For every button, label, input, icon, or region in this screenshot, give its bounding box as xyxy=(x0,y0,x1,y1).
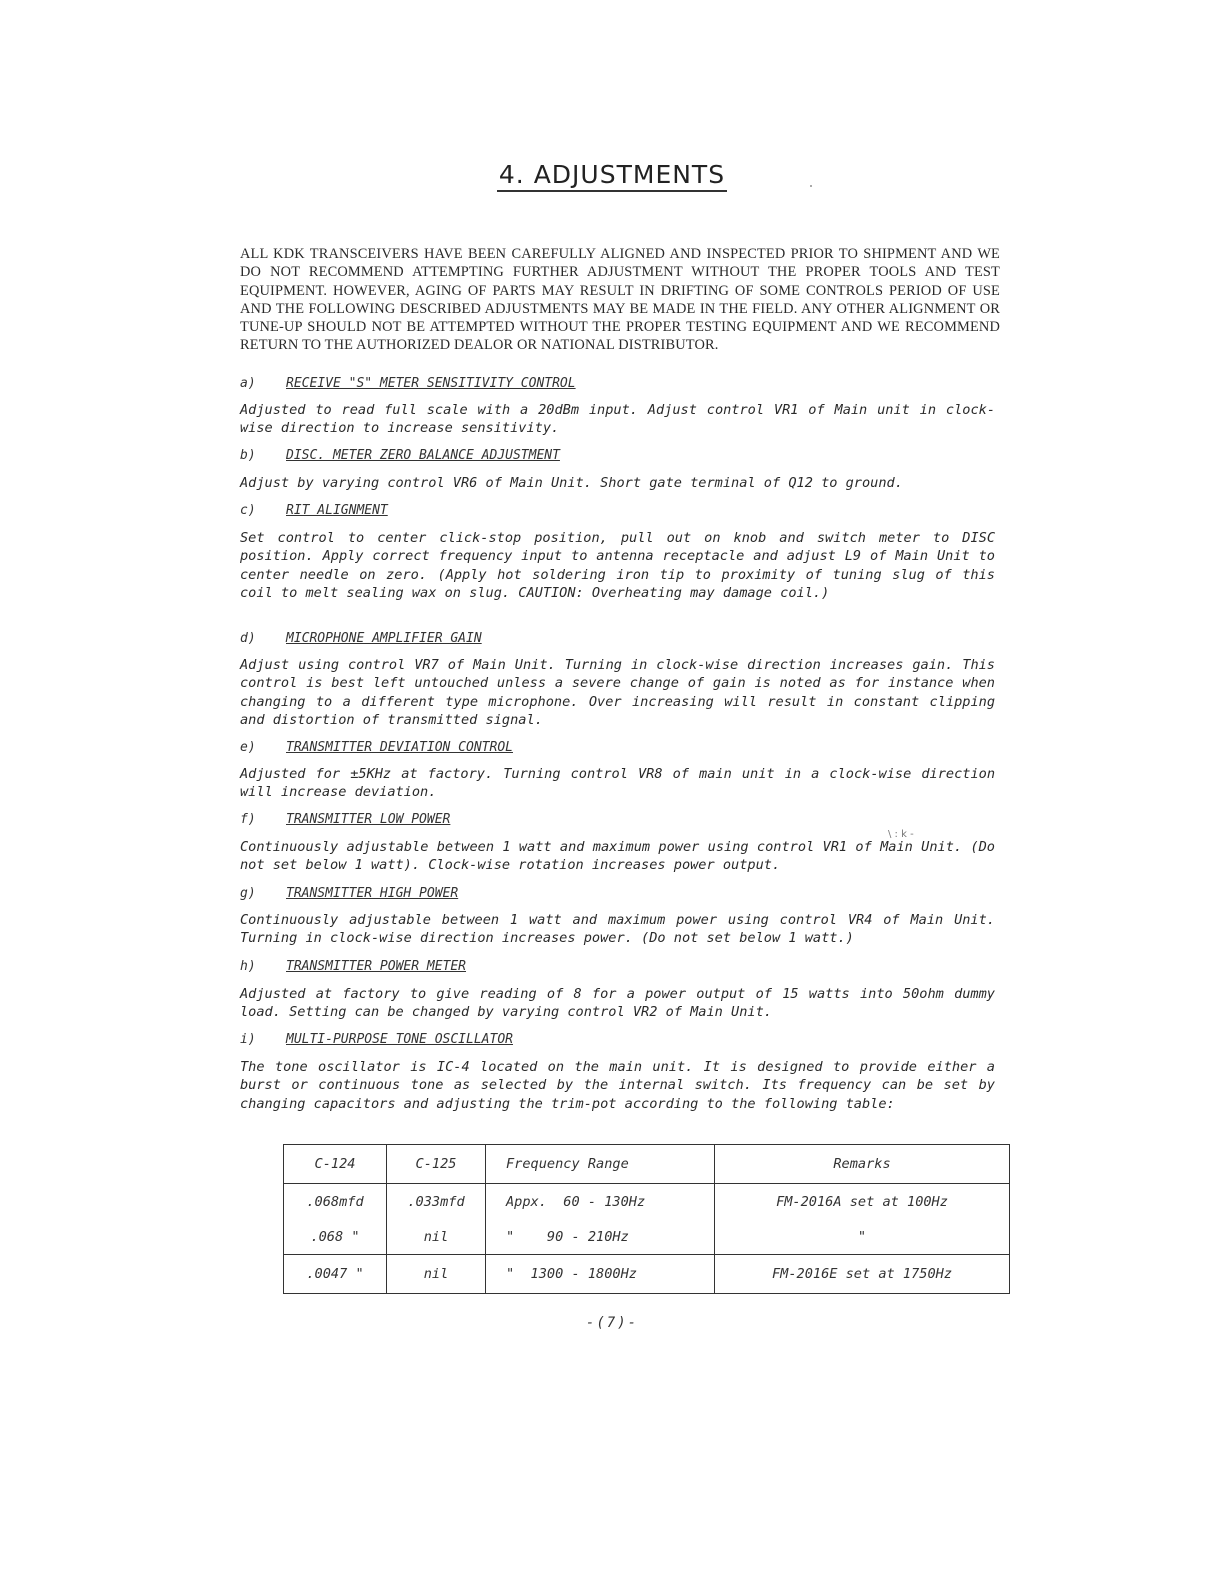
section-a-body: Adjusted to read full scale with a 20dBm input. Adjust control VR1 of Main unit in clock-wise direction to increase sensitivity. xyxy=(240,402,995,437)
section-title: TRANSMITTER HIGH POWER xyxy=(286,886,459,901)
table-row xyxy=(284,1255,1010,1294)
section-e-body: Adjusted for ±5KHz at factory. Turning control VR8 of main unit in a clock-wise direction will increase deviation. xyxy=(240,766,995,801)
table-row xyxy=(284,1184,1010,1221)
section-letter: f) xyxy=(240,812,256,827)
section-f-body: Continuously adjustable between 1 watt and maximum power using control VR1 of Main Unit. (Do not set below 1 watt). Clock-wise rotation increases power output. xyxy=(240,839,995,874)
table-cell: .0047 " xyxy=(284,1255,387,1294)
table-cell: nil xyxy=(387,1220,486,1255)
header-cell: C-124 xyxy=(284,1145,387,1184)
section-g-heading xyxy=(240,886,458,901)
section-i-heading xyxy=(240,1032,513,1047)
section-d-body: Adjust using control VR7 of Main Unit. Turning in clock-wise direction increases gain. This control is best left untouched unless a severe change of gain is noted as for instance when changing to a different type microphone. Over increasing will result in constant clipping and distortion of transmitted signal. xyxy=(240,657,995,728)
section-a-heading xyxy=(240,376,576,391)
table-cell: Appx. 60 - 130Hz xyxy=(486,1184,715,1221)
table-cell: nil xyxy=(387,1255,486,1294)
page-number: -(7)- xyxy=(585,1315,639,1331)
table-header-row xyxy=(284,1145,1010,1184)
table-cell: .068mfd xyxy=(284,1184,387,1221)
section-letter: b) xyxy=(240,448,256,463)
section-title: TRANSMITTER DEVIATION CONTROL xyxy=(286,740,513,755)
page-title: 4. ADJUSTMENTS xyxy=(0,160,1224,189)
section-letter: a) xyxy=(240,376,256,391)
section-e-heading xyxy=(240,740,513,755)
section-h-body: Adjusted at factory to give reading of 8 for a power output of 15 watts into 50ohm dummy load. Setting can be changed by varying control VR2 of Main Unit. xyxy=(240,986,995,1021)
speck xyxy=(810,185,812,187)
handwritten-note: \ : k - xyxy=(888,829,914,840)
section-letter: i) xyxy=(240,1032,256,1047)
section-letter: e) xyxy=(240,740,256,755)
section-b-body: Adjust by varying control VR6 of Main Unit. Short gate terminal of Q12 to ground. xyxy=(240,475,903,491)
section-i-body: The tone oscillator is IC-4 located on the main unit. It is designed to provide either a burst or continuous tone as selected by the internal switch. Its frequency can be set by changing capacitors and adjusting the trim-pot according to the following table: xyxy=(240,1059,995,1112)
header-cell: Remarks xyxy=(715,1145,1010,1184)
section-title: MULTI-PURPOSE TONE OSCILLATOR xyxy=(286,1032,513,1047)
section-letter: g) xyxy=(240,886,256,901)
table-cell: " xyxy=(715,1220,1010,1255)
table-cell: .033mfd xyxy=(387,1184,486,1221)
section-title: RIT ALIGNMENT xyxy=(286,503,388,518)
section-title: DISC. METER ZERO BALANCE ADJUSTMENT xyxy=(286,448,560,463)
section-letter: h) xyxy=(240,959,256,974)
header-cell: C-125 xyxy=(387,1145,486,1184)
section-c-body: Set control to center click-stop position, pull out on knob and switch meter to DISC position. Apply correct frequency input to antenna receptacle and adjust L9 of Main Unit to center needle on zero. (Apply hot soldering iron tip to proximity of tuning slug of this coil to melt sealing wax on slug. CAUTION: Overheating may damage coil.) xyxy=(240,530,995,601)
tone-frequency-table xyxy=(283,1144,1010,1294)
section-b-heading xyxy=(240,448,560,463)
section-title: TRANSMITTER LOW POWER xyxy=(286,812,451,827)
table-cell: " 1300 - 1800Hz xyxy=(486,1255,715,1294)
table-cell: FM-2016A set at 100Hz xyxy=(715,1184,1010,1221)
section-title: RECEIVE "S" METER SENSITIVITY CONTROL xyxy=(286,376,576,391)
table-cell: FM-2016E set at 1750Hz xyxy=(715,1255,1010,1294)
table-cell: " 90 - 210Hz xyxy=(486,1220,715,1255)
section-g-body: Continuously adjustable between 1 watt and maximum power using control VR4 of Main Unit. Turning in clock-wise direction increases power. (Do not set below 1 watt.) xyxy=(240,912,995,947)
section-title: TRANSMITTER POWER METER xyxy=(286,959,467,974)
table-cell: .068 " xyxy=(284,1220,387,1255)
header-cell: Frequency Range xyxy=(486,1145,715,1184)
section-title: MICROPHONE AMPLIFIER GAIN xyxy=(286,631,482,646)
table-row xyxy=(284,1220,1010,1255)
section-letter: c) xyxy=(240,503,256,518)
section-d-heading xyxy=(240,631,482,646)
section-h-heading xyxy=(240,959,466,974)
section-letter: d) xyxy=(240,631,256,646)
intro-paragraph: ALL KDK TRANSCEIVERS HAVE BEEN CAREFULLY ALIGNED AND INSPECTED PRIOR TO SHIPMENT AND WE DO NOT RECOMMEND ATTEMPTING FURTHER ADJUSTMENT WITHOUT THE PROPER TOOLS AND TEST EQUIPMENT. HOWEVER, AGING OF PARTS MAY RESULT IN DRIFTING OF SOME CONTROLS PERIOD OF USE AND THE FOLLOWING DESCRIBED ADJUSTMENTS MAY BE MADE IN THE FIELD. ANY OTHER ALIGNMENT OR TUNE-UP SHOULD NOT BE ATTEMPTED WITHOUT THE PROPER TESTING EQUIPMENT AND WE RECOMMEND RETURN TO THE AUTHORIZED DEALOR OR NATIONAL DISTRIBUTOR. xyxy=(240,246,1000,354)
section-f-heading xyxy=(240,812,450,827)
section-c-heading xyxy=(240,503,388,518)
